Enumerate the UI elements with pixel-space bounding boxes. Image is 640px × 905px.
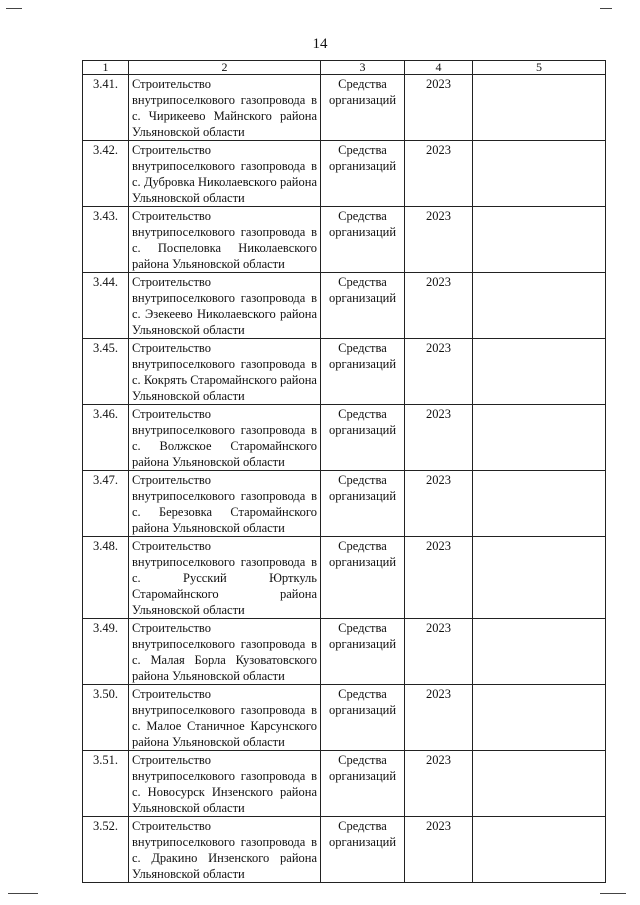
table-row	[83, 75, 606, 141]
measure-name: Строительство внутрипоселкового газопровода в с. Эзекеево Николаевского района Ульяновской области	[129, 273, 321, 339]
measure-name: Строительство внутрипоселкового газопровода в с. Малая Борла Кузоватовского района Ульяновской области	[129, 619, 321, 685]
row-number: 3.44.	[83, 273, 129, 339]
table-header-row	[83, 61, 606, 75]
year: 2023	[405, 619, 473, 685]
scan-edge-top-right	[600, 8, 612, 9]
funding-source: Средства организаций	[321, 405, 405, 471]
note-cell	[473, 817, 606, 883]
year: 2023	[405, 537, 473, 619]
note-cell	[473, 471, 606, 537]
row-number: 3.42.	[83, 141, 129, 207]
note-cell	[473, 75, 606, 141]
note-cell	[473, 405, 606, 471]
funding-source: Средства организаций	[321, 537, 405, 619]
funding-source: Средства организаций	[321, 273, 405, 339]
measure-name: Строительство внутрипоселкового газопровода в с. Волжское Старомайнского района Ульяновской области	[129, 405, 321, 471]
note-cell	[473, 141, 606, 207]
year: 2023	[405, 471, 473, 537]
year: 2023	[405, 405, 473, 471]
year: 2023	[405, 339, 473, 405]
column-header-4: 4	[405, 61, 473, 75]
note-cell	[473, 751, 606, 817]
funding-source: Средства организаций	[321, 817, 405, 883]
funding-source: Средства организаций	[321, 619, 405, 685]
funding-source: Средства организаций	[321, 141, 405, 207]
measure-name: Строительство внутрипоселкового газопровода в с. Малое Станичное Карсунского района Ульяновской области	[129, 685, 321, 751]
note-cell	[473, 685, 606, 751]
note-cell	[473, 207, 606, 273]
table-row	[83, 817, 606, 883]
funding-source: Средства организаций	[321, 751, 405, 817]
funding-source: Средства организаций	[321, 339, 405, 405]
scan-edge-bottom-right	[600, 893, 626, 894]
row-number: 3.45.	[83, 339, 129, 405]
row-number: 3.48.	[83, 537, 129, 619]
row-number: 3.47.	[83, 471, 129, 537]
measure-name: Строительство внутрипоселкового газопровода в с. Чирикеево Майнского района Ульяновской области	[129, 75, 321, 141]
row-number: 3.51.	[83, 751, 129, 817]
row-number: 3.41.	[83, 75, 129, 141]
column-header-5: 5	[473, 61, 606, 75]
note-cell	[473, 537, 606, 619]
measure-name: Строительство внутрипоселкового газопровода в с. Березовка Старомайнского района Ульяновской области	[129, 471, 321, 537]
table-row	[83, 537, 606, 619]
funding-source: Средства организаций	[321, 75, 405, 141]
column-header-3: 3	[321, 61, 405, 75]
funding-source: Средства организаций	[321, 471, 405, 537]
note-cell	[473, 339, 606, 405]
table-row	[83, 685, 606, 751]
year: 2023	[405, 751, 473, 817]
measures-table	[82, 60, 606, 883]
column-header-2: 2	[129, 61, 321, 75]
measure-name: Строительство внутрипоселкового газопровода в с. Новосурск Инзенского района Ульяновской области	[129, 751, 321, 817]
year: 2023	[405, 273, 473, 339]
table-row	[83, 471, 606, 537]
year: 2023	[405, 817, 473, 883]
table-row	[83, 339, 606, 405]
table-row	[83, 141, 606, 207]
year: 2023	[405, 75, 473, 141]
table-row	[83, 619, 606, 685]
row-number: 3.46.	[83, 405, 129, 471]
funding-source: Средства организаций	[321, 207, 405, 273]
year: 2023	[405, 207, 473, 273]
year: 2023	[405, 141, 473, 207]
row-number: 3.52.	[83, 817, 129, 883]
scan-edge-bottom-left	[8, 893, 38, 894]
funding-source: Средства организаций	[321, 685, 405, 751]
measure-name: Строительство внутрипоселкового газопровода в с. Дубровка Николаевского района Ульяновской области	[129, 141, 321, 207]
table-row	[83, 405, 606, 471]
row-number: 3.43.	[83, 207, 129, 273]
table-row	[83, 751, 606, 817]
year: 2023	[405, 685, 473, 751]
page-number: 14	[312, 36, 328, 52]
scan-edge-top-left	[6, 8, 22, 9]
row-number: 3.50.	[83, 685, 129, 751]
note-cell	[473, 273, 606, 339]
measure-name: Строительство внутрипоселкового газопровода в с. Дракино Инзенского района Ульяновской области	[129, 817, 321, 883]
table-row	[83, 207, 606, 273]
column-header-1: 1	[83, 61, 129, 75]
measure-name: Строительство внутрипоселкового газопровода в с. Русский Юрткуль Старомайнского района Ульяновской области	[129, 537, 321, 619]
row-number: 3.49.	[83, 619, 129, 685]
measure-name: Строительство внутрипоселкового газопровода в с. Поспеловка Николаевского района Ульяновской области	[129, 207, 321, 273]
table-row	[83, 273, 606, 339]
note-cell	[473, 619, 606, 685]
measure-name: Строительство внутрипоселкового газопровода в с. Кокрять Старомайнского района Ульяновской области	[129, 339, 321, 405]
